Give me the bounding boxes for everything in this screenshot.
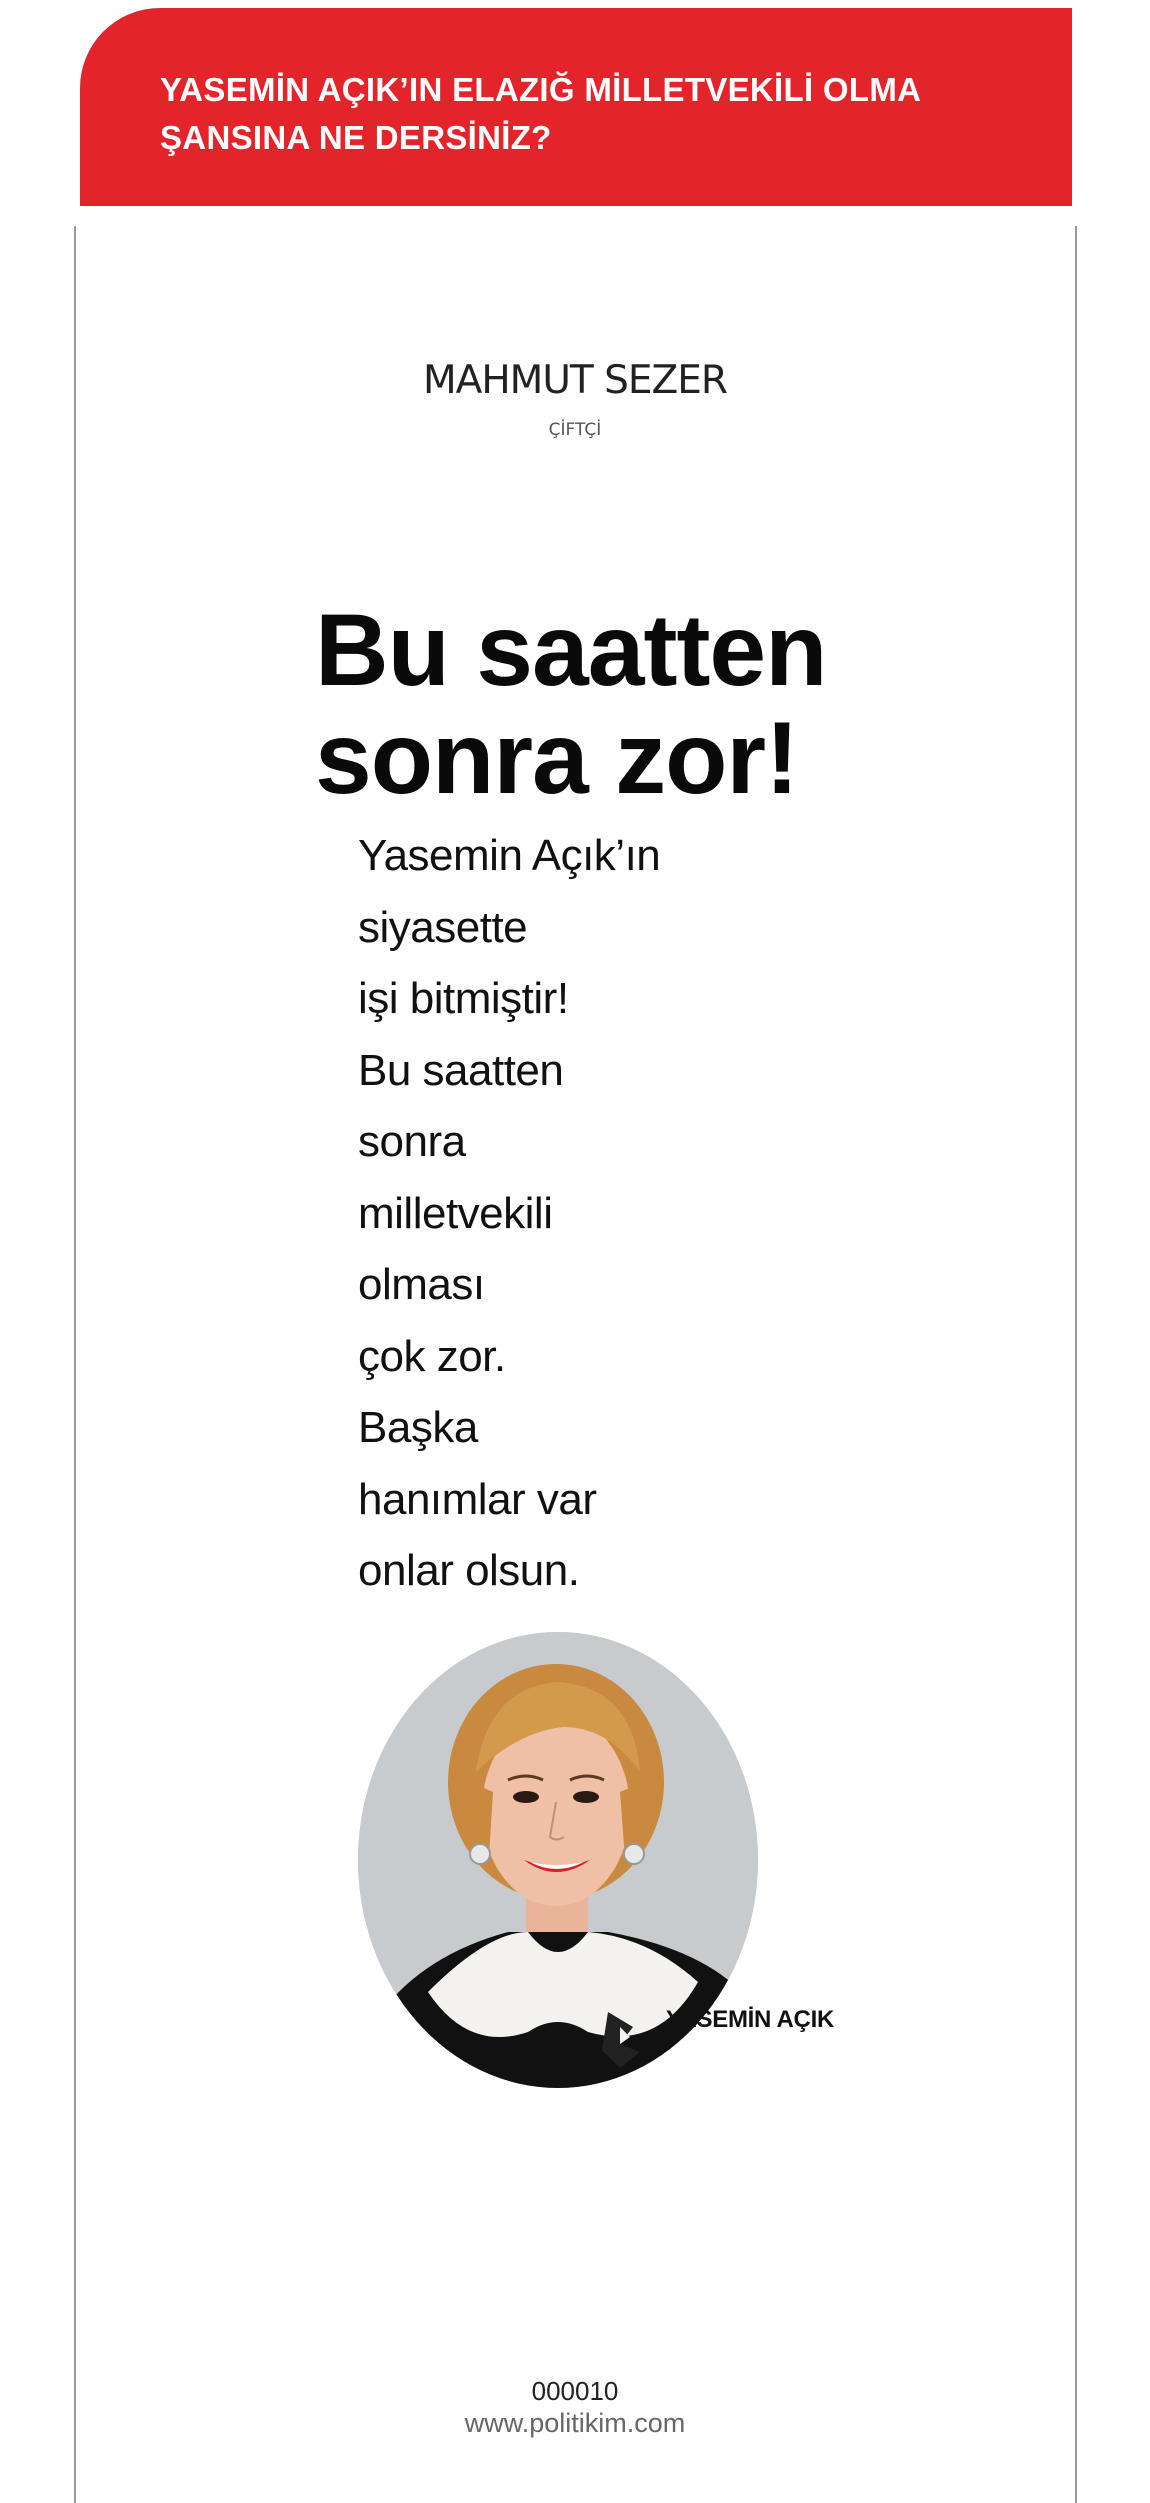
headline-line-1: Bu saatten bbox=[315, 593, 827, 707]
body-line: siyasette bbox=[358, 902, 528, 952]
body-line: Başka bbox=[358, 1403, 478, 1452]
body-line: sonra bbox=[358, 1117, 466, 1166]
author-name: MAHMUT SEZER bbox=[423, 358, 727, 403]
body-text bbox=[358, 820, 660, 1607]
header-line-1: YASEMİN AÇIK’IN ELAZIĞ MİLLETVEKİLİ OLMA bbox=[160, 71, 922, 108]
header-line-2: ŞANSINA NE DERSİNİZ? bbox=[160, 119, 552, 156]
ad-code: 000010 bbox=[531, 2376, 619, 2406]
author-title: ÇİFTÇİ bbox=[548, 420, 602, 440]
headline bbox=[315, 593, 935, 815]
website-url[interactable]: www.politikim.com bbox=[464, 2408, 686, 2438]
body-line: hanımlar var bbox=[358, 1474, 597, 1524]
body-line: olması bbox=[358, 1260, 485, 1309]
frame-right-border bbox=[1075, 226, 1077, 2503]
body-line: milletvekili bbox=[358, 1188, 553, 1238]
frame-left-border bbox=[74, 226, 76, 2503]
body-line: çok zor. bbox=[358, 1331, 506, 1381]
header-banner bbox=[80, 8, 1072, 206]
body-line: onlar olsun. bbox=[358, 1546, 580, 1595]
body-line: işi bitmiştir! bbox=[358, 974, 569, 1023]
body-line: Yasemin Açık’ın bbox=[358, 831, 661, 880]
headline-line-2: sonra zor! bbox=[315, 701, 799, 815]
portrait-caption: YASEMİN AÇIK bbox=[666, 2006, 834, 2033]
body-line: Bu saatten bbox=[358, 1045, 564, 1095]
